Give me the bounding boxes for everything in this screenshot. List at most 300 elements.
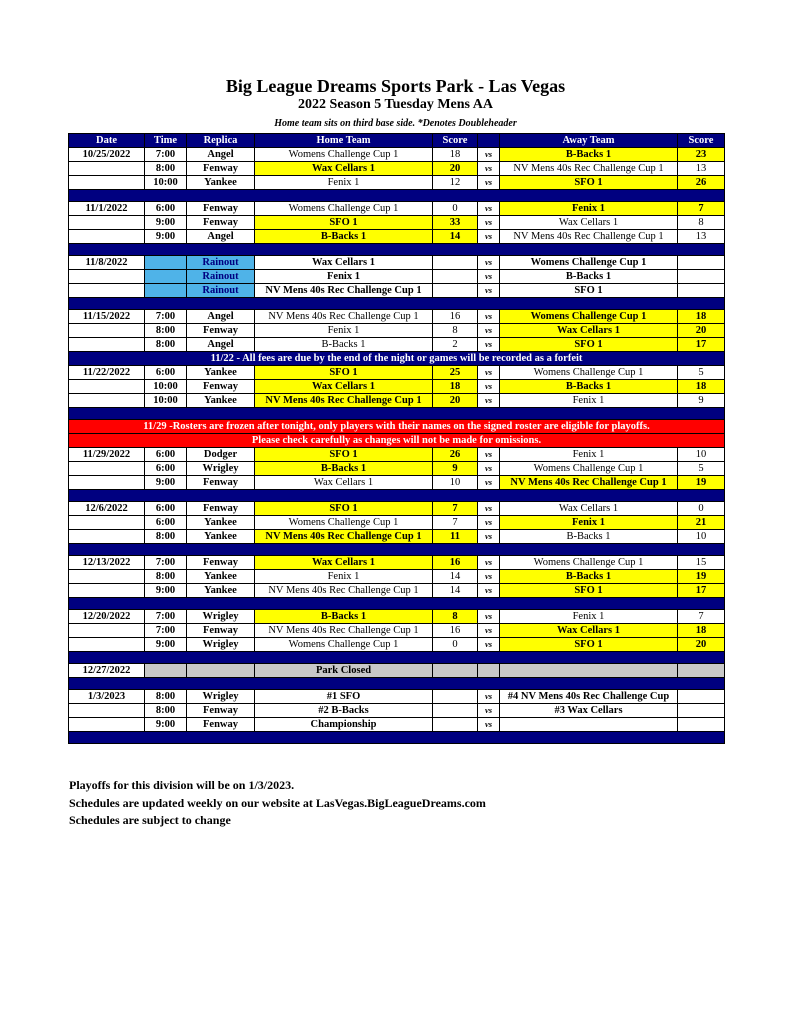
away-score-cell: 8 [678,216,725,230]
away-score-cell: 0 [678,502,725,516]
home-score-cell: 18 [433,148,478,162]
away-score-cell: 9 [678,394,725,408]
away-team-cell: Wax Cellars 1 [500,502,678,516]
date-cell [69,394,145,408]
home-team-cell: Fenix 1 [255,176,433,190]
game-row [69,230,725,244]
date-cell [69,216,145,230]
replica-cell: Fenway [187,324,255,338]
footer-change-note: Schedules are subject to change [69,813,231,827]
time-cell: 10:00 [145,176,187,190]
replica-cell: Dodger [187,448,255,462]
away-score-cell: 20 [678,638,725,652]
time-cell: 8:00 [145,338,187,352]
time-cell [145,284,187,298]
time-cell: 9:00 [145,718,187,732]
vs-cell: vs [478,338,500,352]
away-team-cell: B-Backs 1 [500,270,678,284]
home-score-cell: 2 [433,338,478,352]
date-cell: 11/22/2022 [69,366,145,380]
date-cell: 10/25/2022 [69,148,145,162]
playoff-row [69,690,725,704]
vs-cell [478,664,500,678]
vs-cell: vs [478,516,500,530]
home-score-cell: 26 [433,448,478,462]
away-score-cell: 19 [678,476,725,490]
away-team-cell: NV Mens 40s Rec Challenge Cup 1 [500,476,678,490]
home-team-cell: Wax Cellars 1 [255,162,433,176]
home-team-cell: Fenix 1 [255,570,433,584]
vs-cell: vs [478,718,500,732]
time-cell: 10:00 [145,380,187,394]
vs-cell: vs [478,394,500,408]
game-row [69,556,725,570]
away-score-cell [678,664,725,678]
separator-cell [69,244,725,256]
time-cell: 7:00 [145,610,187,624]
separator-row [69,298,725,310]
table-header-row [69,134,725,148]
vs-cell: vs [478,324,500,338]
home-team-cell: NV Mens 40s Rec Challenge Cup 1 [255,624,433,638]
time-cell: 8:00 [145,690,187,704]
game-row [69,310,725,324]
home-score-cell: 7 [433,502,478,516]
away-team-cell: SFO 1 [500,338,678,352]
home-score-cell [433,690,478,704]
playoff-row [69,718,725,732]
away-team-cell: B-Backs 1 [500,530,678,544]
away-team-cell [500,718,678,732]
replica-cell: Wrigley [187,690,255,704]
vs-cell: vs [478,230,500,244]
vs-cell: vs [478,310,500,324]
home-team-cell: Wax Cellars 1 [255,380,433,394]
home-team-cell: Womens Challenge Cup 1 [255,202,433,216]
replica-cell: Yankee [187,516,255,530]
game-row [69,476,725,490]
rainout-row [69,270,725,284]
game-row [69,380,725,394]
col-header-away-team: Away Team [500,134,678,148]
vs-cell: vs [478,176,500,190]
home-score-cell: 7 [433,516,478,530]
date-cell [69,270,145,284]
home-score-cell: 16 [433,556,478,570]
footer-playoffs-note: Playoffs for this division will be on 1/3/2023. [69,778,295,792]
home-score-cell: 9 [433,462,478,476]
replica-cell: Yankee [187,570,255,584]
home-score-cell [433,270,478,284]
replica-cell: Angel [187,310,255,324]
date-cell [69,718,145,732]
away-team-cell: B-Backs 1 [500,148,678,162]
replica-cell: Rainout [187,256,255,270]
home-score-cell [433,718,478,732]
date-cell [69,324,145,338]
home-team-cell: Fenix 1 [255,324,433,338]
time-cell: 9:00 [145,476,187,490]
footer-website-note: Schedules are updated weekly on our website at LasVegas.BigLeagueDreams.com [69,796,486,810]
separator-row [69,732,725,744]
replica-cell: Fenway [187,704,255,718]
home-score-cell: 14 [433,584,478,598]
away-score-cell [678,718,725,732]
home-team-cell: NV Mens 40s Rec Challenge Cup 1 [255,310,433,324]
home-score-cell: 33 [433,216,478,230]
game-row [69,638,725,652]
alert-text: Please check carefully as changes will not be made for omissions. [69,434,725,448]
game-row [69,462,725,476]
separator-cell [69,298,725,310]
away-score-cell: 26 [678,176,725,190]
home-score-cell: 16 [433,624,478,638]
time-cell [145,270,187,284]
time-cell: 8:00 [145,530,187,544]
playoff-row [69,704,725,718]
vs-cell: vs [478,584,500,598]
separator-cell [69,544,725,556]
away-score-cell: 10 [678,530,725,544]
away-team-cell: NV Mens 40s Rec Challenge Cup 1 [500,162,678,176]
game-row [69,366,725,380]
page-title: Big League Dreams Sports Park - Las Vegas [225,76,566,96]
away-score-cell: 5 [678,462,725,476]
game-row [69,176,725,190]
vs-cell: vs [478,380,500,394]
separator-cell [69,678,725,690]
replica-cell: Fenway [187,380,255,394]
notice-text: 11/22 - All fees are due by the end of the night or games will be recorded as a forfeit [69,352,725,366]
home-team-cell: Womens Challenge Cup 1 [255,148,433,162]
col-header-vs [478,134,500,148]
home-score-cell: 14 [433,570,478,584]
alert-row [69,420,725,434]
date-cell [69,624,145,638]
away-team-cell: B-Backs 1 [500,570,678,584]
replica-cell: Wrigley [187,610,255,624]
game-row [69,338,725,352]
date-cell [69,230,145,244]
date-cell: 11/1/2022 [69,202,145,216]
home-team-cell: NV Mens 40s Rec Challenge Cup 1 [255,584,433,598]
vs-cell: vs [478,556,500,570]
vs-cell: vs [478,502,500,516]
col-header-date: Date [69,134,145,148]
home-team-cell: B-Backs 1 [255,610,433,624]
away-score-cell [678,704,725,718]
date-cell [69,162,145,176]
away-score-cell: 5 [678,366,725,380]
home-team-cell: Womens Challenge Cup 1 [255,638,433,652]
time-cell [145,256,187,270]
home-score-cell [433,284,478,298]
col-header-time: Time [145,134,187,148]
col-header-home-team: Home Team [255,134,433,148]
vs-cell: vs [478,704,500,718]
schedule-body [69,148,725,744]
alert-row [69,434,725,448]
time-cell: 9:00 [145,638,187,652]
date-cell: 1/3/2023 [69,690,145,704]
away-team-cell: SFO 1 [500,284,678,298]
away-team-cell: Fenix 1 [500,610,678,624]
home-team-cell: SFO 1 [255,502,433,516]
home-score-cell: 8 [433,610,478,624]
time-cell: 6:00 [145,516,187,530]
replica-cell: Wrigley [187,462,255,476]
time-cell: 8:00 [145,570,187,584]
away-score-cell [678,690,725,704]
vs-cell: vs [478,284,500,298]
away-team-cell: NV Mens 40s Rec Challenge Cup 1 [500,230,678,244]
home-score-cell: 12 [433,176,478,190]
replica-cell: Yankee [187,530,255,544]
date-cell [69,380,145,394]
time-cell: 6:00 [145,502,187,516]
vs-cell: vs [478,570,500,584]
away-team-cell: B-Backs 1 [500,380,678,394]
replica-cell: Fenway [187,502,255,516]
away-score-cell: 18 [678,380,725,394]
replica-cell: Angel [187,230,255,244]
away-score-cell: 15 [678,556,725,570]
replica-cell: Wrigley [187,638,255,652]
home-team-cell: B-Backs 1 [255,230,433,244]
away-score-cell: 17 [678,584,725,598]
game-row [69,216,725,230]
home-score-cell [433,664,478,678]
date-cell: 11/8/2022 [69,256,145,270]
park-closed-label: Park Closed [255,664,433,678]
date-cell: 12/20/2022 [69,610,145,624]
game-row [69,148,725,162]
away-team-cell: #4 NV Mens 40s Rec Challenge Cup [500,690,678,704]
separator-row [69,678,725,690]
vs-cell: vs [478,530,500,544]
away-team-cell: Wax Cellars 1 [500,216,678,230]
time-cell: 6:00 [145,448,187,462]
home-team-cell: B-Backs 1 [255,338,433,352]
away-score-cell [678,284,725,298]
away-score-cell: 7 [678,202,725,216]
time-cell: 6:00 [145,366,187,380]
date-cell: 11/29/2022 [69,448,145,462]
home-score-cell: 8 [433,324,478,338]
away-team-cell: Wax Cellars 1 [500,624,678,638]
vs-cell: vs [478,448,500,462]
time-cell: 8:00 [145,324,187,338]
away-score-cell: 23 [678,148,725,162]
date-cell [69,462,145,476]
notice-row [69,352,725,366]
date-cell [69,516,145,530]
home-team-cell: #2 B-Backs [255,704,433,718]
away-team-cell [500,664,678,678]
game-row [69,502,725,516]
home-score-cell: 0 [433,202,478,216]
home-team-cell: B-Backs 1 [255,462,433,476]
vs-cell: vs [478,624,500,638]
replica-cell: Fenway [187,556,255,570]
replica-cell: Fenway [187,202,255,216]
time-cell: 7:00 [145,148,187,162]
time-cell: 8:00 [145,704,187,718]
home-score-cell: 16 [433,310,478,324]
home-team-cell: Championship [255,718,433,732]
time-cell: 7:00 [145,556,187,570]
time-cell [145,664,187,678]
date-cell [69,638,145,652]
away-team-cell: Womens Challenge Cup 1 [500,256,678,270]
date-cell: 12/27/2022 [69,664,145,678]
home-team-cell: Wax Cellars 1 [255,556,433,570]
away-team-cell: SFO 1 [500,638,678,652]
away-score-cell: 19 [678,570,725,584]
away-team-cell: Womens Challenge Cup 1 [500,310,678,324]
time-cell: 9:00 [145,584,187,598]
away-score-cell: 18 [678,310,725,324]
game-row [69,394,725,408]
col-header-home-score: Score [433,134,478,148]
home-team-cell: NV Mens 40s Rec Challenge Cup 1 [255,284,433,298]
game-row [69,162,725,176]
game-row [69,570,725,584]
home-team-cell: Fenix 1 [255,270,433,284]
replica-cell: Rainout [187,270,255,284]
replica-cell: Fenway [187,162,255,176]
rainout-row [69,256,725,270]
away-score-cell: 18 [678,624,725,638]
vs-cell: vs [478,690,500,704]
vs-cell: vs [478,462,500,476]
game-row [69,448,725,462]
date-cell: 12/6/2022 [69,502,145,516]
separator-row [69,244,725,256]
home-score-cell: 14 [433,230,478,244]
col-header-away-score: Score [678,134,725,148]
replica-cell: Yankee [187,176,255,190]
away-score-cell: 21 [678,516,725,530]
vs-cell: vs [478,162,500,176]
game-row [69,584,725,598]
home-score-cell: 10 [433,476,478,490]
date-cell [69,476,145,490]
time-cell: 9:00 [145,216,187,230]
away-score-cell: 13 [678,230,725,244]
separator-cell [69,732,725,744]
replica-cell: Fenway [187,718,255,732]
replica-cell: Rainout [187,284,255,298]
away-score-cell: 13 [678,162,725,176]
vs-cell: vs [478,148,500,162]
home-score-cell: 25 [433,366,478,380]
schedule-table [68,133,725,744]
time-cell: 8:00 [145,162,187,176]
home-team-cell: SFO 1 [255,366,433,380]
home-score-cell: 18 [433,380,478,394]
page-subtitle: 2022 Season 5 Tuesday Mens AA [298,97,493,112]
date-cell [69,584,145,598]
separator-row [69,408,725,420]
away-team-cell: Wax Cellars 1 [500,324,678,338]
date-cell: 11/15/2022 [69,310,145,324]
home-team-cell: Wax Cellars 1 [255,476,433,490]
home-team-cell: SFO 1 [255,216,433,230]
date-cell [69,530,145,544]
vs-cell: vs [478,610,500,624]
separator-cell [69,490,725,502]
away-team-cell: SFO 1 [500,176,678,190]
separator-row [69,652,725,664]
separator-cell [69,408,725,420]
separator-cell [69,598,725,610]
away-score-cell: 7 [678,610,725,624]
home-score-cell: 20 [433,162,478,176]
home-score-cell [433,704,478,718]
game-row [69,324,725,338]
away-team-cell: Fenix 1 [500,202,678,216]
vs-cell: vs [478,202,500,216]
home-team-cell: #1 SFO [255,690,433,704]
replica-cell: Fenway [187,216,255,230]
game-row [69,516,725,530]
away-score-cell [678,256,725,270]
date-cell [69,570,145,584]
away-team-cell: SFO 1 [500,584,678,598]
home-team-cell: SFO 1 [255,448,433,462]
home-team-cell: Wax Cellars 1 [255,256,433,270]
time-cell: 6:00 [145,462,187,476]
separator-cell [69,652,725,664]
home-team-cell: NV Mens 40s Rec Challenge Cup 1 [255,394,433,408]
home-score-cell [433,256,478,270]
vs-cell: vs [478,270,500,284]
replica-cell: Angel [187,338,255,352]
vs-cell: vs [478,476,500,490]
away-team-cell: Fenix 1 [500,394,678,408]
replica-cell: Fenway [187,476,255,490]
vs-cell: vs [478,216,500,230]
time-cell: 6:00 [145,202,187,216]
date-cell [69,704,145,718]
away-team-cell: Womens Challenge Cup 1 [500,462,678,476]
alert-text: 11/29 -Rosters are frozen after tonight, only players with their names on the signed roster are eligible for playoffs. [69,420,725,434]
separator-row [69,490,725,502]
header-note: Home team sits on third base side. *Denotes Doubleheader [274,118,517,129]
away-score-cell [678,270,725,284]
away-team-cell: Womens Challenge Cup 1 [500,556,678,570]
replica-cell: Yankee [187,366,255,380]
time-cell: 7:00 [145,310,187,324]
replica-cell: Yankee [187,394,255,408]
away-score-cell: 20 [678,324,725,338]
time-cell: 9:00 [145,230,187,244]
separator-cell [69,190,725,202]
home-score-cell: 20 [433,394,478,408]
away-team-cell: Womens Challenge Cup 1 [500,366,678,380]
game-row [69,530,725,544]
vs-cell: vs [478,638,500,652]
away-score-cell: 10 [678,448,725,462]
date-cell: 12/13/2022 [69,556,145,570]
replica-cell: Angel [187,148,255,162]
home-team-cell: Womens Challenge Cup 1 [255,516,433,530]
away-team-cell: Fenix 1 [500,448,678,462]
time-cell: 7:00 [145,624,187,638]
time-cell: 10:00 [145,394,187,408]
separator-row [69,190,725,202]
